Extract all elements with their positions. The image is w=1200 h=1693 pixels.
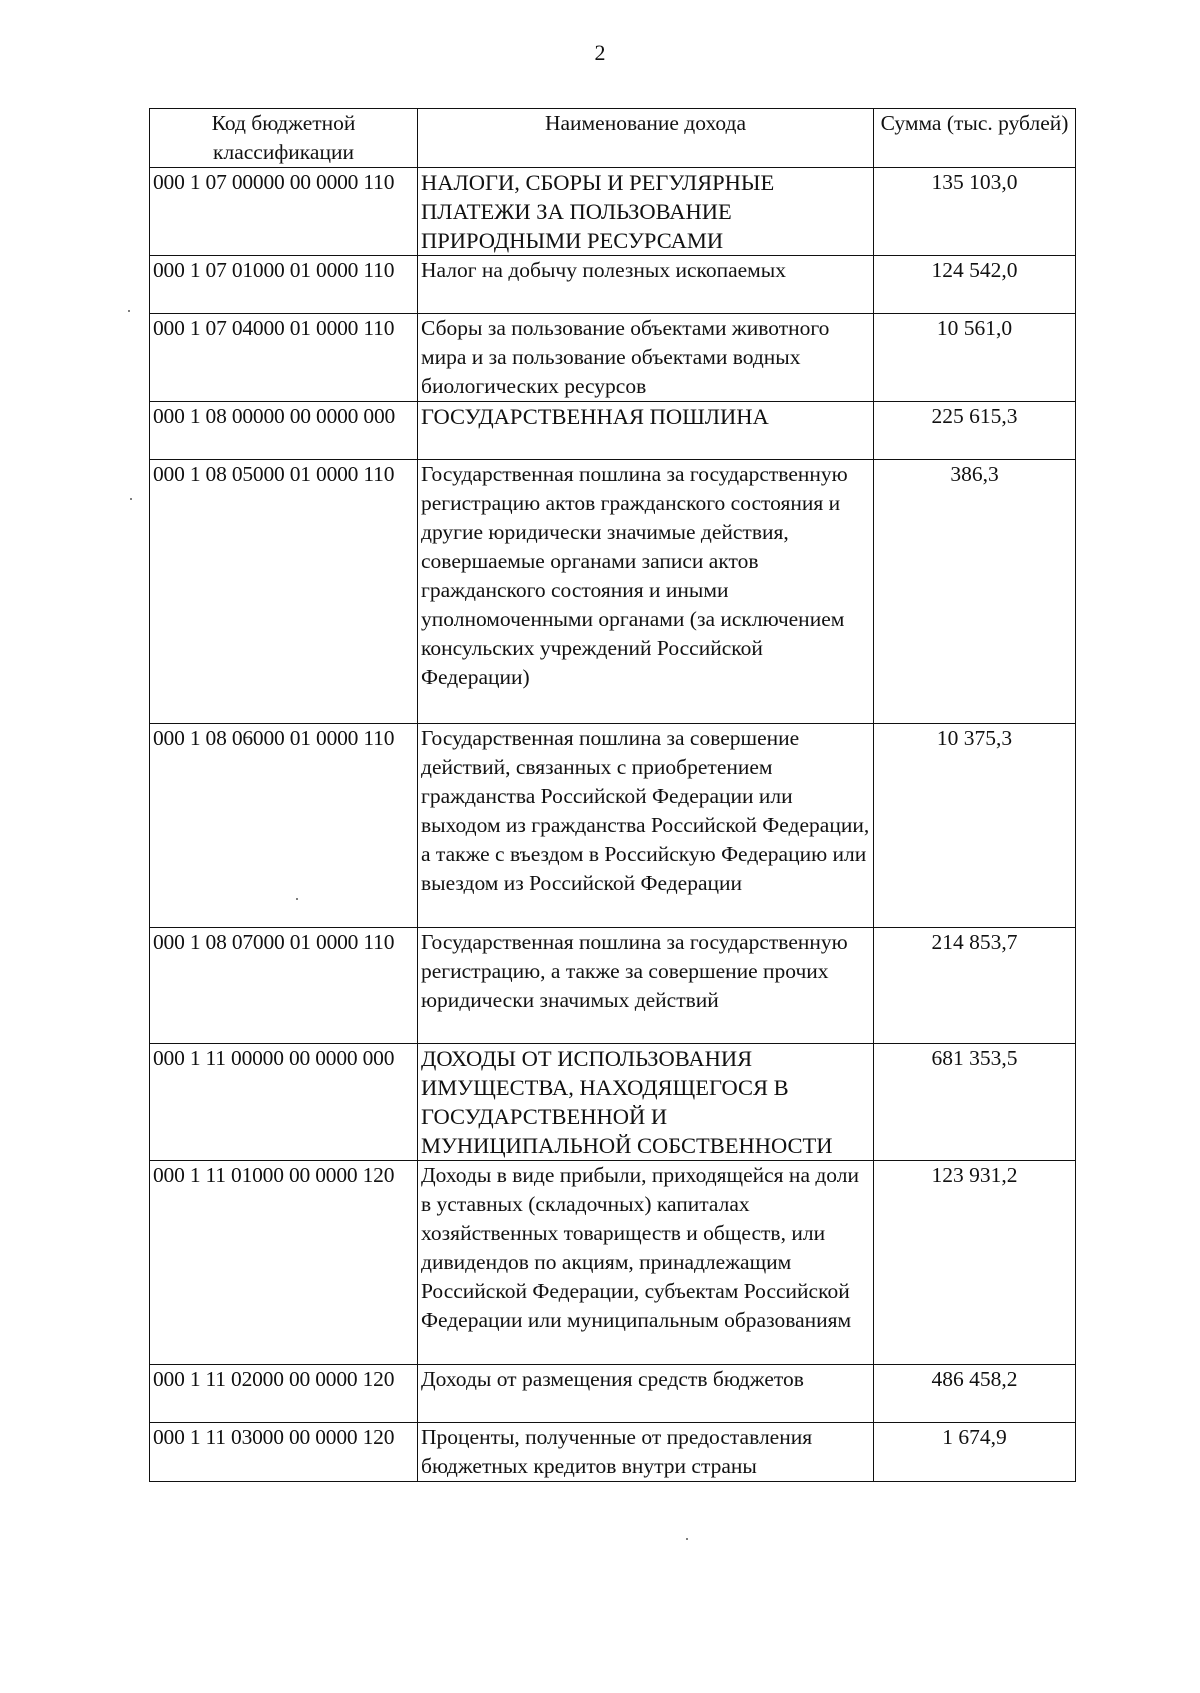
row-sum: 135 103,0 xyxy=(874,168,1076,256)
table-header-row xyxy=(150,109,1076,168)
row-code: 000 1 08 05000 01 0000 110 xyxy=(150,460,418,724)
table-row xyxy=(150,256,1076,314)
row-sum: 214 853,7 xyxy=(874,928,1076,1044)
row-code: 000 1 08 00000 00 0000 000 xyxy=(150,402,418,460)
scan-speck xyxy=(296,898,298,900)
scan-speck xyxy=(686,1538,688,1540)
table-row xyxy=(150,168,1076,256)
header-name: Наименование дохода xyxy=(418,109,874,168)
row-sum: 10 375,3 xyxy=(874,724,1076,928)
row-name: ДОХОДЫ ОТ ИСПОЛЬЗОВАНИЯ ИМУЩЕСТВА, НАХОДЯЩЕГОСЯ В ГОСУДАРСТВЕННОЙ И МУНИЦИПАЛЬНОЙ СОБСТВЕННОСТИ xyxy=(418,1044,874,1161)
scan-speck xyxy=(128,310,130,312)
row-code: 000 1 11 01000 00 0000 120 xyxy=(150,1161,418,1365)
table-row xyxy=(150,314,1076,402)
row-code: 000 1 08 06000 01 0000 110 xyxy=(150,724,418,928)
row-code: 000 1 11 03000 00 0000 120 xyxy=(150,1423,418,1482)
row-name: Сборы за пользование объектами животного мира и за пользование объектами водных биологических ресурсов xyxy=(418,314,874,402)
budget-income-table xyxy=(149,108,1076,1482)
row-code: 000 1 11 00000 00 0000 000 xyxy=(150,1044,418,1161)
row-sum: 10 561,0 xyxy=(874,314,1076,402)
table-row xyxy=(150,460,1076,724)
row-name: Государственная пошлина за государственную регистрацию, а также за совершение прочих юридически значимых действий xyxy=(418,928,874,1044)
table-row xyxy=(150,1044,1076,1161)
table-row xyxy=(150,928,1076,1044)
row-sum: 486 458,2 xyxy=(874,1365,1076,1423)
header-sum: Сумма (тыс. рублей) xyxy=(874,109,1076,168)
row-name: Проценты, полученные от предоставления бюджетных кредитов внутри страны xyxy=(418,1423,874,1482)
row-code: 000 1 11 02000 00 0000 120 xyxy=(150,1365,418,1423)
page-number: 2 xyxy=(594,40,606,65)
row-sum: 124 542,0 xyxy=(874,256,1076,314)
row-code: 000 1 07 04000 01 0000 110 xyxy=(150,314,418,402)
header-code: Код бюджетной классификации xyxy=(150,109,418,168)
row-name: ГОСУДАРСТВЕННАЯ ПОШЛИНА xyxy=(418,402,874,460)
row-code: 000 1 07 01000 01 0000 110 xyxy=(150,256,418,314)
row-sum: 123 931,2 xyxy=(874,1161,1076,1365)
row-code: 000 1 07 00000 00 0000 110 xyxy=(150,168,418,256)
row-sum: 681 353,5 xyxy=(874,1044,1076,1161)
row-sum: 1 674,9 xyxy=(874,1423,1076,1482)
table-row xyxy=(150,1423,1076,1482)
table-row xyxy=(150,402,1076,460)
row-name: Доходы от размещения средств бюджетов xyxy=(418,1365,874,1423)
row-name: НАЛОГИ, СБОРЫ И РЕГУЛЯРНЫЕ ПЛАТЕЖИ ЗА ПОЛЬЗОВАНИЕ ПРИРОДНЫМИ РЕСУРСАМИ xyxy=(418,168,874,256)
row-name: Доходы в виде прибыли, приходящейся на доли в уставных (складочных) капиталах хозяйственных товариществ и обществ, или дивидендов по акциям, принадлежащим Российской Федерации, субъектам Российской Федерации или муниципальным образованиям xyxy=(418,1161,874,1365)
row-sum: 225 615,3 xyxy=(874,402,1076,460)
row-name: Налог на добычу полезных ископаемых xyxy=(418,256,874,314)
row-name: Государственная пошлина за совершение действий, связанных с приобретением гражданства Российской Федерации или выходом из гражданства Российской Федерации, а также с въездом в Российскую Федерацию или выездом из Российской Федерации xyxy=(418,724,874,928)
row-code: 000 1 08 07000 01 0000 110 xyxy=(150,928,418,1044)
row-sum: 386,3 xyxy=(874,460,1076,724)
table-row xyxy=(150,724,1076,928)
row-name: Государственная пошлина за государственную регистрацию актов гражданского состояния и другие юридически значимые действия, совершаемые органами записи актов гражданского состояния и иными уполномоченными органами (за исключением консульских учреждений Российской Федерации) xyxy=(418,460,874,724)
table-row xyxy=(150,1161,1076,1365)
table-row xyxy=(150,1365,1076,1423)
scan-speck xyxy=(130,498,132,500)
